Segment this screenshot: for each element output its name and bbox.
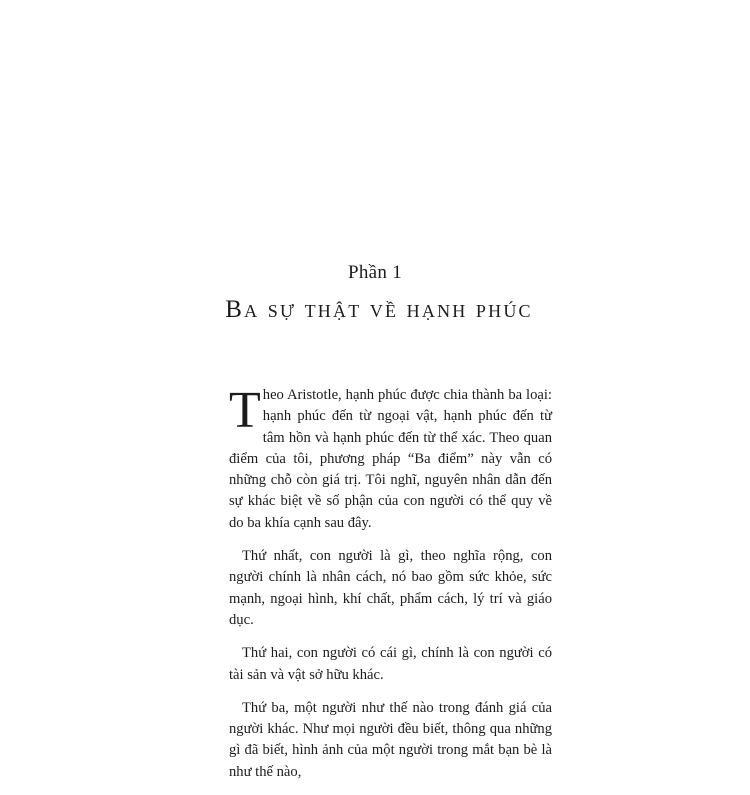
drop-cap: T [229, 382, 261, 439]
paragraph-4: Thứ ba, một người như thế nào trong đánh giá của người khác. Như mọi người đều biết, thông qua những gì đã biết, hình ảnh của một người trong mắt bạn bè là như thế nào, [229, 699, 552, 780]
part-title: Ba sự thật về hạnh phúc [225, 296, 533, 323]
paragraph-2: Thứ nhất, con người là gì, theo nghĩa rộng, con người chính là nhân cách, nó bao gồm sức khỏe, sức mạnh, ngoại hình, khí chất, phẩm cách, lý trí và giáo dục. [229, 548, 552, 628]
paragraph-1-text: heo Aristotle, hạnh phúc được chia thành ba loại: hạnh phúc đến từ ngoại vật, hạnh phúc đến từ tâm hồn và hạnh phúc đến từ thể xác. Theo quan điểm của tôi, phương pháp “Ba điểm” này vẫn có những chỗ còn giá trị. Tôi nghĩ, nguyên nhân dẫn đến sự khác biệt về số phận của con người có thể quy về do ba khía cạnh sau đây. [229, 387, 552, 531]
paragraph-1 [229, 382, 552, 534]
paragraph-3: Thứ hai, con người có cái gì, chính là con người có tài sản và vật sở hữu khác. [229, 645, 552, 683]
body-text [229, 382, 552, 795]
part-label: Phần 1 [347, 262, 403, 283]
